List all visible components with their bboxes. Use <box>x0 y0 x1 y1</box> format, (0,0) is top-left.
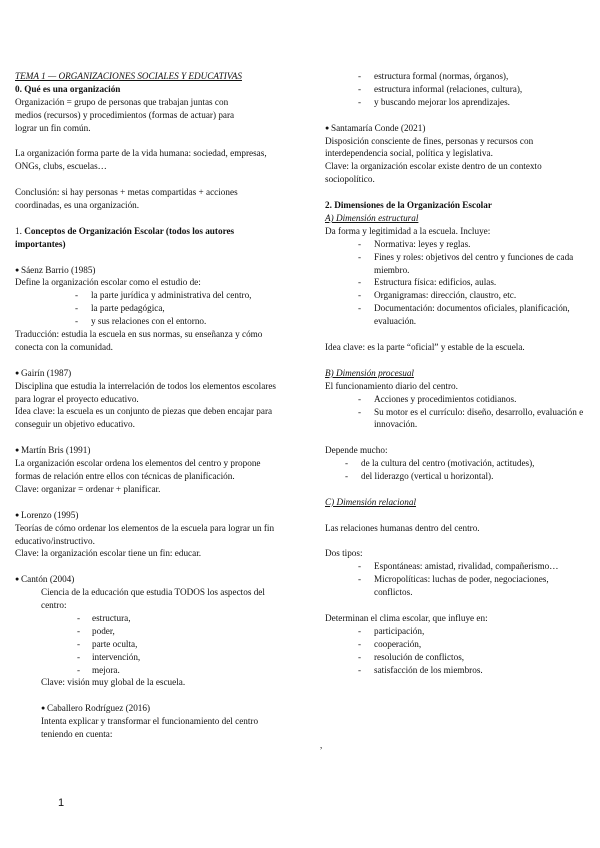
saenz-list <box>15 289 305 328</box>
section-2-heading: 2. Dimensiones de la Organización Escolar <box>325 200 492 211</box>
list-item: - y buscando mejorar los aprendizajes. <box>325 96 587 109</box>
saenz-translation: conecta con la comunidad. <box>15 341 113 352</box>
list-item: - intervención, <box>15 651 305 664</box>
list-item: - estructura, <box>15 612 305 625</box>
dimension-b-depende-list <box>325 457 587 483</box>
saenz-definition: Define la organización escolar como el estudio de: <box>15 277 201 288</box>
s0-definition-line: medios (recursos) y procedimientos (formas de actuar) para <box>15 109 235 120</box>
page-number: 1 <box>58 797 65 809</box>
list-item: - Fines y roles: objetivos del centro y funciones de cada miembro. <box>325 251 587 277</box>
dimension-c-clima: Determinan el clima escolar, que influye en: <box>325 612 488 623</box>
list-item: - Micropolíticas: luchas de poder, negociaciones, conflictos. <box>325 573 587 599</box>
caballero-list <box>325 70 587 109</box>
lorenzo-line: Clave: la organización escolar tiene un fin: educar. <box>15 548 202 559</box>
list-item: - y sus relaciones con el entorno. <box>15 315 305 328</box>
list-item: - la parte jurídica y administrativa del centro, <box>15 289 305 302</box>
right-column <box>325 70 587 676</box>
list-item: - participación, <box>325 625 587 638</box>
s0-definition-line: lograr un fin común. <box>15 122 91 133</box>
dimension-c-intro: Las relaciones humanas dentro del centro. <box>325 522 480 533</box>
list-item: - del liderazgo (vertical u horizontal). <box>325 470 587 483</box>
canton-list <box>15 612 305 677</box>
section-0-heading: 0. Qué es una organización <box>15 83 121 94</box>
list-item: - Acciones y procedimientos cotidianos. <box>325 393 587 406</box>
santamaria-line: sociopolítico. <box>325 174 375 185</box>
canton-line: centro: <box>41 600 67 611</box>
author-caballero: ● Caballero Rodríguez (2016) <box>15 702 305 715</box>
author-santamaria: ● Santamaría Conde (2021) <box>325 122 587 135</box>
list-item: - poder, <box>15 625 305 638</box>
santamaria-line: Clave: la organización escolar existe dentro de un contexto <box>325 161 542 172</box>
s0-conclusion-line: Conclusión: si hay personas + metas compartidas + acciones <box>15 187 238 198</box>
document-title: TEMA 1 — ORGANIZACIONES SOCIALES Y EDUCATIVAS <box>15 71 242 81</box>
dimension-a-idea: Idea clave: es la parte “oficial” y estable de la escuela. <box>325 341 525 352</box>
list-item: - Espontáneas: amistad, rivalidad, compañerismo… <box>325 560 587 573</box>
martin-line: La organización escolar ordena los elementos del centro y propone <box>15 458 261 469</box>
list-item: - cooperación, <box>325 638 587 651</box>
canton-line: Ciencia de la educación que estudia TODOS los aspectos del <box>41 587 265 598</box>
s0-definition-line: Organización = grupo de personas que trabajan juntas con <box>15 96 229 107</box>
lorenzo-line: Teorías de cómo ordenar los elementos de la escuela para lograr un fin <box>15 522 275 533</box>
author-martin: ● Martín Bris (1991) <box>15 444 305 457</box>
stray-mark: , <box>320 740 323 750</box>
s0-paragraph-line: ONGs, clubs, escuelas… <box>15 161 107 172</box>
author-gairin: ● Gairín (1987) <box>15 367 305 380</box>
dimension-a-title: A) Dimensión estructural <box>325 212 419 223</box>
author-saenz: ● Sáenz Barrio (1985) <box>15 264 305 277</box>
dimension-a-list <box>325 238 587 328</box>
author-lorenzo: ● Lorenzo (1995) <box>15 509 305 522</box>
santamaria-line: interdependencia social, política y legislativa. <box>325 148 493 159</box>
gairin-line: para lograr el proyecto educativo. <box>15 393 139 404</box>
left-column <box>15 70 305 741</box>
list-item: - la parte pedagógica, <box>15 302 305 315</box>
list-item: - Organigramas: dirección, claustro, etc. <box>325 289 587 302</box>
list-item: - satisfacción de los miembros. <box>325 664 587 677</box>
dimension-c-clima-list <box>325 625 587 677</box>
dimension-c-tipos: Dos tipos: <box>325 548 363 559</box>
martin-line: formas de relación entre ellos con técnicas de planificación. <box>15 471 235 481</box>
s0-conclusion-line: coordinadas, es una organización. <box>15 200 140 211</box>
caballero-line: teniendo en cuenta: <box>41 729 113 740</box>
lorenzo-line: educativo/instructivo. <box>15 535 95 546</box>
section-1-title: Conceptos de Organización Escolar (todos los autores <box>24 225 235 236</box>
list-item: - mejora. <box>15 664 305 677</box>
caballero-line: Intenta explicar y transformar el funcionamiento del centro <box>41 716 259 727</box>
list-item: - Normativa: leyes y reglas. <box>325 238 587 251</box>
section-1-title-cont: importantes) <box>15 238 66 249</box>
list-item: - parte oculta, <box>15 638 305 651</box>
santamaria-line: Disposición consciente de fines, personas y recursos con <box>325 135 534 146</box>
saenz-translation: Traducción: estudia la escuela en sus normas, su enseñanza y cómo <box>15 329 263 340</box>
author-canton: ● Cantón (2004) <box>15 573 305 586</box>
s0-paragraph-line: La organización forma parte de la vida humana: sociedad, empresas, <box>15 148 267 159</box>
section-1-number: 1. <box>15 225 22 236</box>
dimension-a-intro: Da forma y legitimidad a la escuela. Incluye: <box>325 225 491 236</box>
list-item: - resolución de conflictos, <box>325 651 587 664</box>
gairin-line: Idea clave: la escuela es un conjunto de piezas que deben encajar para <box>15 406 273 417</box>
list-item: - estructura formal (normas, órganos), <box>325 70 587 83</box>
canton-clave: Clave: visión muy global de la escuela. <box>41 677 186 688</box>
dimension-b-intro: El funcionamiento diario del centro. <box>325 380 458 391</box>
list-item: - Estructura física: edificios, aulas. <box>325 276 587 289</box>
dimension-b-title: B) Dimensión procesual <box>325 367 414 378</box>
martin-line: Clave: organizar = ordenar + planificar. <box>15 483 161 494</box>
dimension-b-list <box>325 393 587 432</box>
list-item: - de la cultura del centro (motivación, actitudes), <box>325 457 587 470</box>
dimension-c-tipos-list <box>325 560 587 599</box>
gairin-line: Disciplina que estudia la interrelación de todos los elementos escolares <box>15 380 276 391</box>
dimension-b-depende: Depende mucho: <box>325 445 388 456</box>
list-item: - Su motor es el currículo: diseño, desarrollo, evaluación e innovación. <box>325 406 587 432</box>
gairin-line: conseguir un objetivo educativo. <box>15 419 135 430</box>
section-1-heading <box>15 225 305 238</box>
dimension-c-title: C) Dimensión relacional <box>325 496 417 507</box>
list-item: - Documentación: documentos oficiales, planificación, evaluación. <box>325 302 587 328</box>
list-item: - estructura informal (relaciones, cultura), <box>325 83 587 96</box>
